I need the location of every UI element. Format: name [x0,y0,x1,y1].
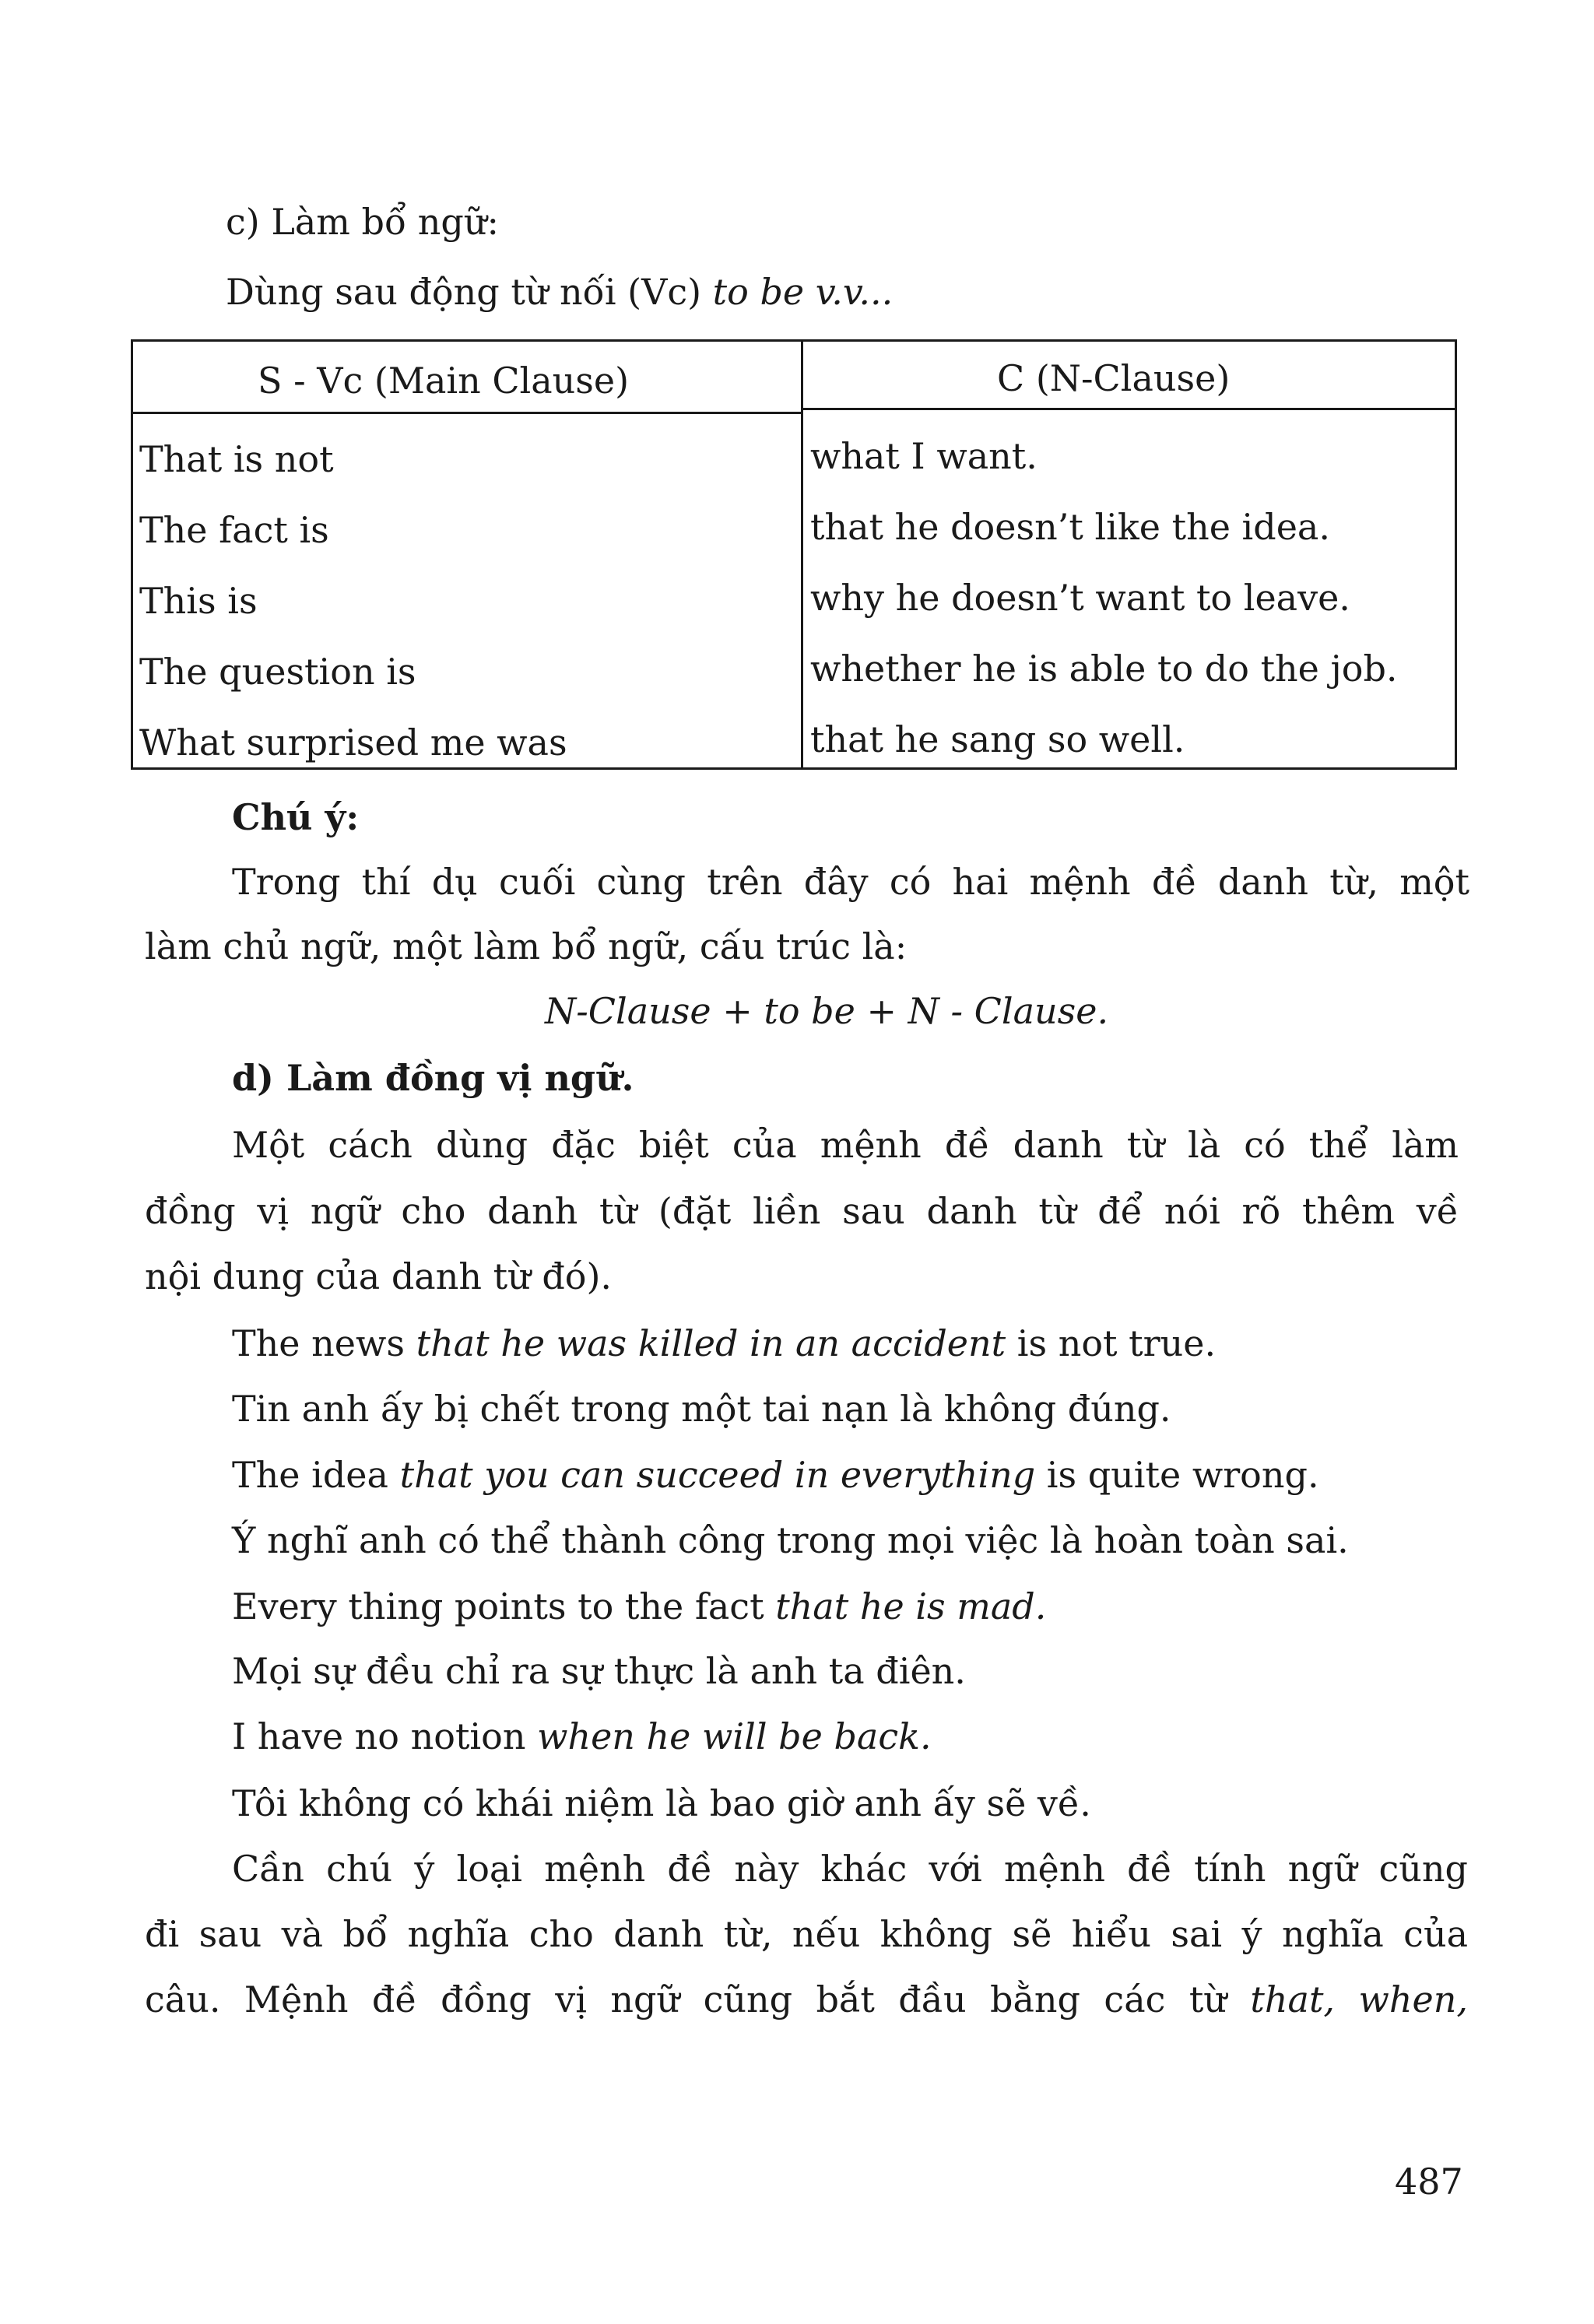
table-cell-main-2: The fact is [139,509,329,551]
example-text-after: is quite wrong. [1035,1454,1319,1496]
table-cell-clause-2: that he doesn’t like the idea. [810,506,1330,548]
translation-line: Tôi không có khái niệm là bao giờ anh ấy sẽ về. [232,1782,1091,1824]
table-cell-main-4: The question is [139,651,416,693]
closing-line-1: Cần chú ý loại mệnh đề này khác với mệnh đề tính ngữ cũng [232,1848,1468,1890]
example-italic: that he was killed in an accident [416,1322,1006,1364]
example-text: Every thing points to the fact [232,1585,776,1627]
table-cell-clause-3: why he doesn’t want to leave. [810,577,1350,619]
example-text: The news [232,1322,416,1364]
closing-line-3-text: câu. Mệnh đề đồng vị ngữ cũng bắt đầu bằng các từ [145,1978,1251,2020]
table-cell-clause-5: that he sang so well. [810,718,1185,760]
section-c-intro-text: Dùng sau động từ nối (Vc) [226,271,713,313]
section-c-intro-italic: to be v.v... [712,271,894,313]
translation-line: Ý nghĩ anh có thể thành công trong mọi việc là hoàn toàn sai. [232,1519,1349,1561]
note-line-2: làm chủ ngữ, một làm bổ ngữ, cấu trúc là: [145,925,908,967]
example-italic: that he is mad. [775,1585,1047,1627]
section-d-heading: d) Làm đồng vị ngữ. [232,1057,634,1099]
example-line [232,1585,1047,1627]
note-formula: N-Clause + to be + N - Clause. [545,990,1109,1032]
table-header-main-clause: S - Vc (Main Clause) [258,360,630,402]
section-d-para-line-1: Một cách dùng đặc biệt của mệnh đề danh từ là có thể làm [232,1124,1459,1166]
example-line [232,1454,1319,1496]
closing-line-3 [145,1978,1468,2020]
table-cell-clause-1: what I want. [810,435,1038,477]
table-cell-main-1: That is not [139,438,334,480]
table-cell-clause-4: whether he is able to do the job. [810,648,1398,690]
example-line [232,1715,932,1757]
table-header-divider-right [801,408,1455,410]
example-line [232,1322,1217,1364]
translation-line: Tin anh ấy bị chết trong một tai nạn là không đúng. [232,1388,1171,1430]
table-column-divider [801,342,803,767]
note-line-1: Trong thí dụ cuối cùng trên đây có hai mệnh đề danh từ, một [232,861,1469,903]
note-heading: Chú ý: [232,796,360,838]
example-text: The idea [232,1454,400,1496]
example-text: I have no notion [232,1715,538,1757]
example-italic: when he will be back. [537,1715,932,1757]
table-cell-main-3: This is [139,580,258,622]
example-text-after: is not true. [1006,1322,1217,1364]
section-c-intro [226,271,894,313]
translation-line: Mọi sự đều chỉ ra sự thực là anh ta điên. [232,1650,966,1692]
clause-table [131,339,1457,770]
section-d-para-line-2: đồng vị ngữ cho danh từ (đặt liền sau danh từ để nói rõ thêm về [145,1190,1459,1232]
table-header-n-clause: C (N-Clause) [997,357,1231,399]
section-d-para-line-3: nội dung của danh từ đó). [145,1255,613,1297]
table-header-divider-left [133,412,801,414]
page-number: 487 [1395,2161,1463,2203]
closing-line-3-italic: that, when, [1250,1978,1468,2020]
table-cell-main-5: What surprised me was [139,721,567,764]
example-italic: that you can succeed in everything [399,1454,1036,1496]
closing-line-2: đi sau và bổ nghĩa cho danh từ, nếu không sẽ hiểu sai ý nghĩa của [145,1913,1468,1955]
section-c-heading: c) Làm bổ ngữ: [226,201,499,243]
